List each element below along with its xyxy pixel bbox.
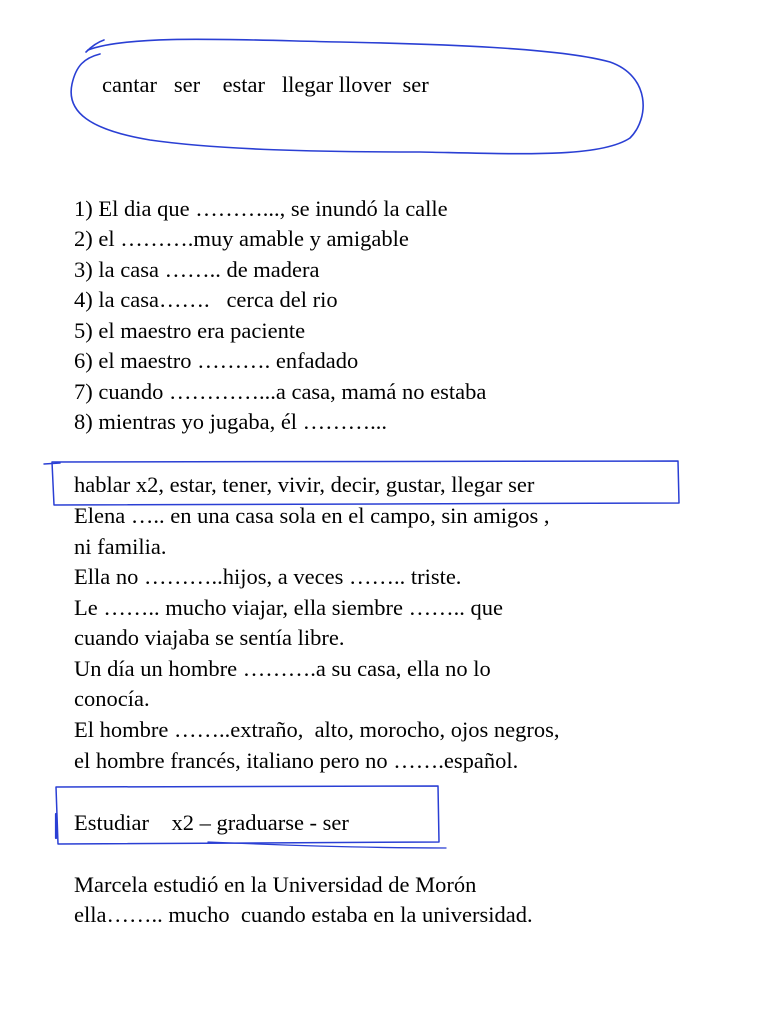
story-line-6: Un día un hombre ……….a su casa, ella no lo — [74, 656, 491, 681]
marcela-line-1: Marcela estudió en la Universidad de Morón — [74, 872, 477, 897]
sentence-4: 4) la casa……. cerca del rio — [74, 287, 338, 312]
marcela-line-2: ella…….. mucho cuando estaba en la universidad. — [74, 902, 533, 927]
ink-underline-word-bank-3 — [208, 842, 446, 848]
story-line-3: Ella no ………..hijos, a veces …….. triste. — [74, 564, 462, 589]
sentence-1: 1) El dia que ………..., se inundó la calle — [74, 196, 448, 221]
story-line-9: el hombre francés, italiano pero no …….español. — [74, 748, 519, 773]
word-bank-2: hablar x2, estar, tener, vivir, decir, gustar, llegar ser — [74, 472, 535, 497]
sentence-2: 2) el ……….muy amable y amigable — [74, 226, 409, 251]
ink-tick-word-bank-2 — [44, 463, 60, 464]
sentence-5: 5) el maestro era paciente — [74, 318, 306, 343]
story-line-4: Le …….. mucho viajar, ella siembre …….. que — [74, 595, 503, 620]
sentence-7: 7) cuando …………...a casa, mamá no estaba — [74, 379, 487, 404]
sentence-3: 3) la casa …….. de madera — [74, 257, 320, 282]
story-line-2: ni familia. — [74, 534, 167, 559]
word-bank-1: cantar ser estar llegar llover ser — [102, 72, 429, 97]
story-line-1: Elena ….. en una casa sola en el campo, sin amigos , — [74, 503, 550, 528]
ink-oval-tail — [86, 40, 104, 52]
sentence-8: 8) mientras yo jugaba, él ………... — [74, 409, 388, 434]
word-bank-3: Estudiar x2 – graduarse - ser — [74, 810, 349, 835]
story-line-7: conocía. — [74, 686, 150, 711]
story-line-8: El hombre ……..extraño, alto, morocho, ojos negros, — [74, 717, 560, 742]
sentence-6: 6) el maestro ………. enfadado — [74, 348, 359, 373]
story-line-5: cuando viajaba se sentía libre. — [74, 625, 345, 650]
